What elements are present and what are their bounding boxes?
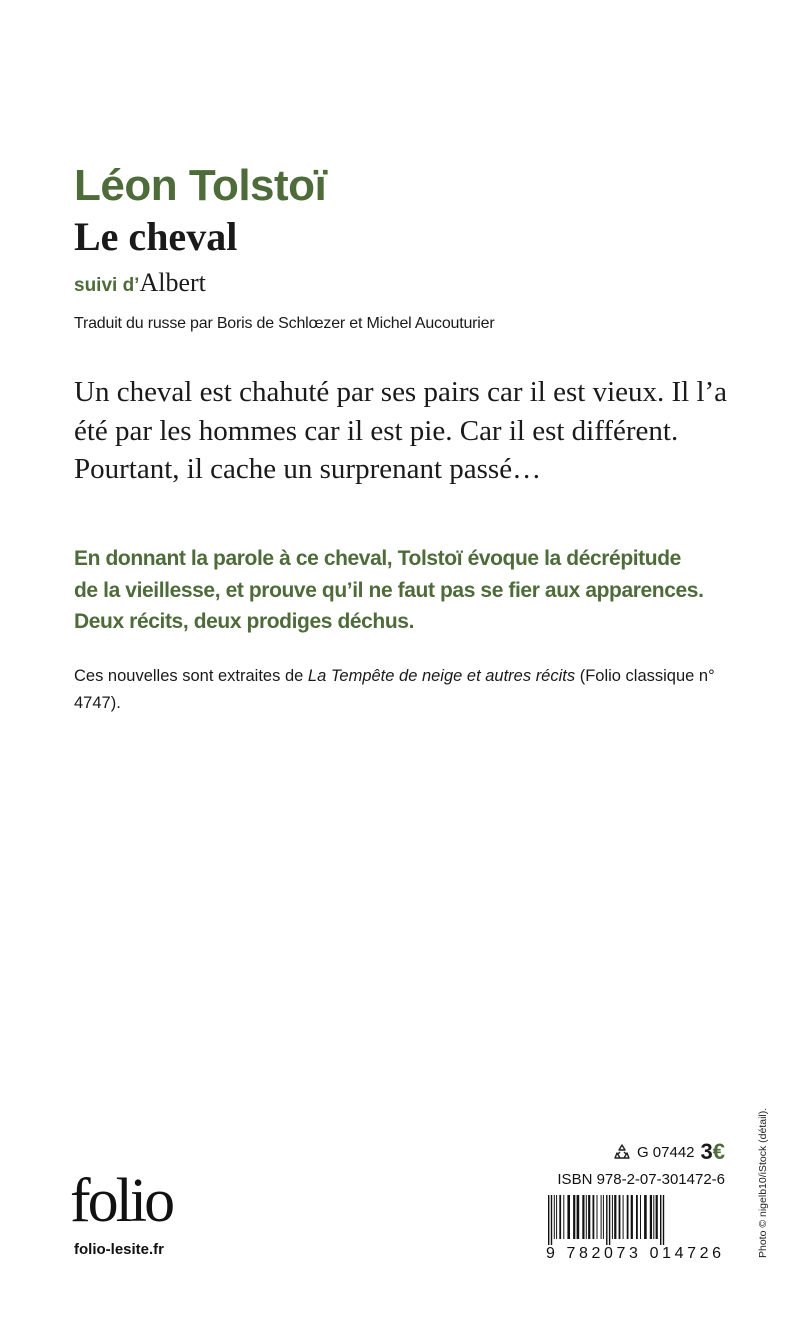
- barcode-bar: [653, 1195, 654, 1239]
- blurb-line: Un cheval est chahuté par ses pairs car il est vieux. Il l’a: [74, 376, 728, 408]
- barcode-bar: [631, 1195, 633, 1239]
- barcode-bar: [636, 1195, 638, 1239]
- barcode-bar: [627, 1195, 629, 1239]
- barcode-bar: [563, 1195, 564, 1239]
- source-note-title: La Tempête de neige et autres récits: [307, 667, 576, 685]
- barcode-bar: [567, 1195, 570, 1239]
- source-note-after: (Folio classique n° 4747).: [74, 667, 715, 712]
- barcode-bar: [573, 1195, 575, 1239]
- barcode-bar: [606, 1195, 607, 1245]
- barcode-bar: [612, 1195, 613, 1239]
- price-currency: €: [712, 1139, 725, 1164]
- author-name: Léon Tolstoï: [74, 161, 327, 210]
- barcode-bar: [619, 1195, 621, 1239]
- subtitle: [74, 268, 206, 301]
- barcode-bar: [582, 1195, 584, 1239]
- barcode-bar: [588, 1195, 590, 1239]
- photo-credit: Photo © nigelb10/iStock (détail).: [757, 1107, 769, 1258]
- blurb-line: été par les hommes car il est pie. Car il est différent.: [74, 414, 679, 447]
- barcode-bar: [548, 1195, 549, 1245]
- barcode-bar: [603, 1195, 604, 1239]
- barcode: [546, 1195, 726, 1245]
- source-note: [74, 663, 734, 717]
- barcode-bar: [577, 1195, 580, 1239]
- pitch-line: Deux récits, deux prodiges déchus.: [74, 610, 415, 633]
- barcode-bar: [551, 1195, 552, 1245]
- source-note-before: Ces nouvelles sont extraites de: [74, 667, 308, 685]
- barcode-bar: [559, 1195, 561, 1239]
- price-value: 3: [700, 1139, 713, 1164]
- subtitle-work: Albert: [139, 268, 206, 297]
- barcode-bar: [650, 1195, 652, 1239]
- blurb-line: Pourtant, il cache un surprenant passé…: [74, 453, 542, 485]
- pitch-line: de la vieillesse, et prouve qu’il ne faut pas se fier aux apparences.: [74, 578, 704, 602]
- barcode-bar: [601, 1195, 602, 1239]
- barcode-bar: [597, 1195, 598, 1239]
- barcode-bar: [640, 1195, 641, 1239]
- price-row: [575, 1138, 725, 1166]
- barcode-bar: [660, 1195, 661, 1245]
- product-code: G 07442: [636, 1143, 695, 1161]
- barcode-digits: 9 782073 014726: [546, 1245, 725, 1262]
- barcode-bar: [556, 1195, 557, 1239]
- barcode-bar: [586, 1195, 587, 1239]
- barcode-bar: [593, 1195, 595, 1239]
- pitch: [74, 543, 744, 638]
- barcode-bar: [663, 1195, 664, 1245]
- translator-credit: Traduit du russe par Boris de Schlœzer et Michel Aucouturier: [74, 315, 495, 332]
- recycle-icon: [613, 1143, 631, 1161]
- barcode-bar: [644, 1195, 647, 1239]
- barcode-bar: [656, 1195, 658, 1239]
- book-title: Le cheval: [74, 214, 238, 259]
- folio-logo: folio: [70, 1167, 173, 1235]
- isbn: ISBN 978-2-07-301472-6: [557, 1171, 725, 1188]
- pitch-line: En donnant la parole à ce cheval, Tolstoï évoque la décrépitude: [74, 547, 681, 570]
- barcode-bar: [554, 1195, 555, 1239]
- barcode-bar: [623, 1195, 624, 1239]
- subtitle-prefix: suivi d’: [74, 275, 140, 296]
- publisher-website: folio-lesite.fr: [74, 1241, 165, 1258]
- barcode-bar: [614, 1195, 616, 1239]
- blurb: [74, 373, 734, 489]
- barcode-bar: [609, 1195, 610, 1245]
- price: [701, 1139, 726, 1165]
